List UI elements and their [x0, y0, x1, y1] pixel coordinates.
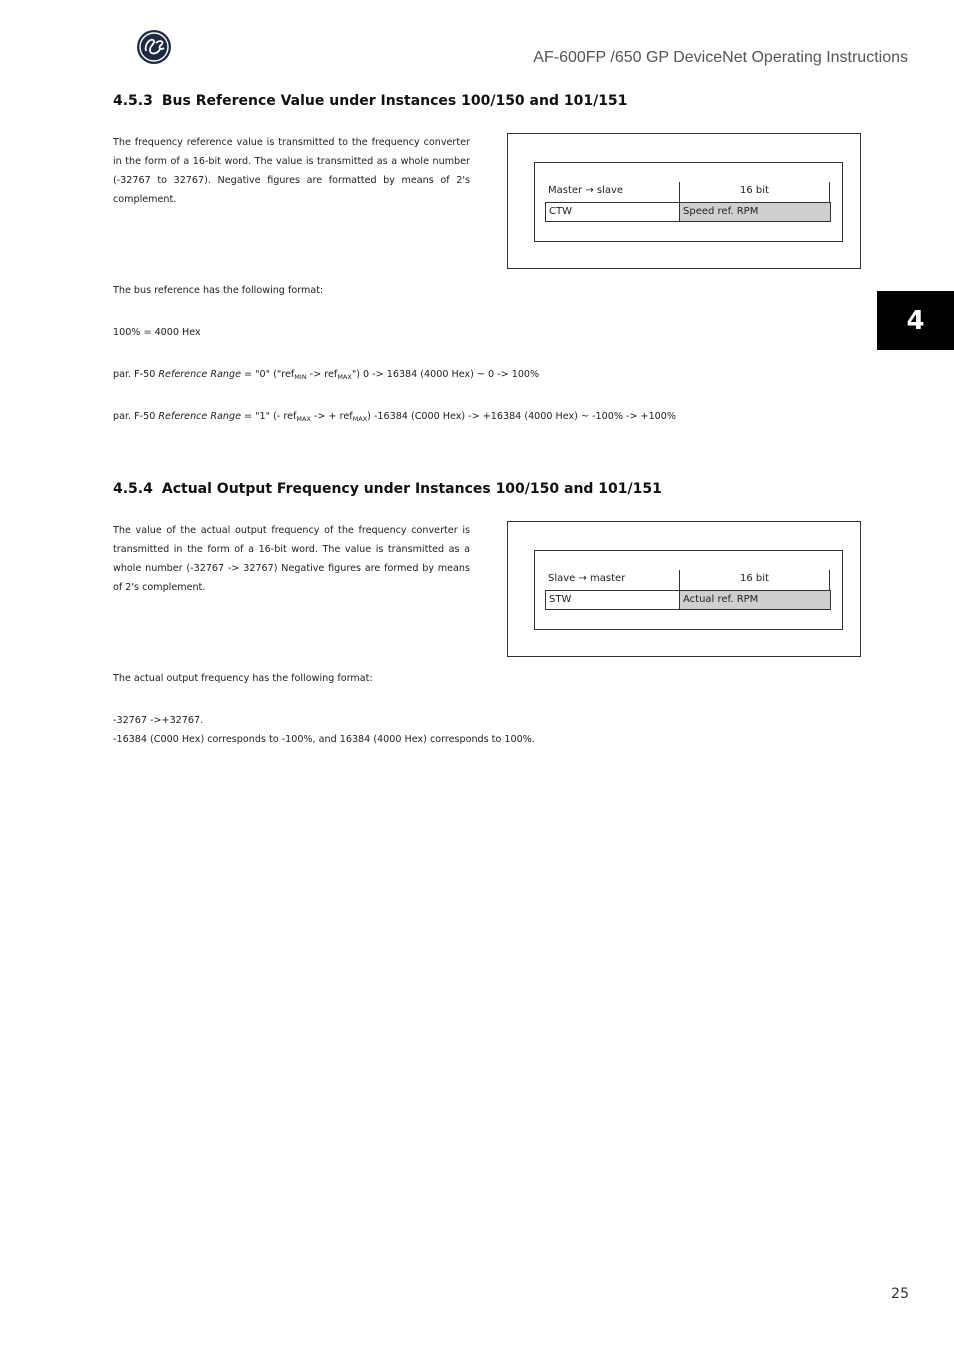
reference-range-line-0 [113, 369, 539, 381]
section-454-number: 4.5.4 [113, 481, 153, 497]
par-prefix: par. F-50 [113, 411, 159, 422]
section-454-paragraph: The value of the actual output frequency of the frequency converter is transmitted in the form of a 16-bit word. The value is transmitted as a whole number (-32767 -> 32767) Negative figures are formed by means of 2's complement. [113, 525, 470, 593]
table-header-direction: Master → slave [548, 185, 624, 196]
par-eq: = "1" (- ref [241, 411, 297, 422]
table-row [545, 202, 831, 222]
output-frequency-correspondence: -16384 (C000 Hex) corresponds to -100%, and 16384 (4000 Hex) corresponds to 100%. [113, 734, 535, 745]
section-453-figure [507, 133, 861, 269]
bus-reference-format: 100% = 4000 Hex [113, 327, 201, 338]
section-453-heading [113, 93, 627, 109]
section-453-number: 4.5.3 [113, 93, 153, 109]
table-header-direction: Slave → master [548, 573, 626, 584]
param-name: Reference Range [158, 369, 241, 380]
chapter-tab: 4 [877, 291, 954, 350]
par-suffix: ) -16384 (C000 Hex) -> +16384 (4000 Hex) ~ -100% -> +100% [367, 411, 676, 422]
table-cell-speed-ref: Speed ref. RPM [680, 203, 830, 221]
par-sub-max: MAX [337, 373, 352, 381]
table-cell-actual-ref: Actual ref. RPM [680, 591, 830, 609]
reference-range-line-1 [113, 411, 676, 423]
section-453-table [534, 162, 843, 242]
section-454-table [534, 550, 843, 630]
output-frequency-range: -32767 ->+32767. [113, 715, 204, 726]
document-title: AF-600FP /650 GP DeviceNet Operating Instructions [533, 49, 908, 66]
par-sub-max: MAX [352, 415, 368, 423]
section-453-title: Bus Reference Value under Instances 100/150 and 101/151 [161, 93, 628, 109]
par-suffix: ") 0 -> 16384 (4000 Hex) ~ 0 -> 100% [351, 369, 540, 380]
section-454-heading [113, 481, 662, 497]
section-453-paragraph: The frequency reference value is transmitted to the frequency converter in the form of a 16-bit word. The value is transmitted as a whole number (-32767 to 32767). Negative figures are formatted by means of 2's complement. [113, 137, 470, 205]
table-cell-stw: STW [546, 591, 680, 609]
par-prefix: par. F-50 [113, 369, 159, 380]
par-mid: -> ref [306, 369, 338, 380]
table-header-size: 16 bit [679, 570, 830, 590]
par-sub-max: MAX [296, 415, 311, 423]
table-header-size: 16 bit [679, 182, 830, 202]
par-mid: -> + ref [310, 411, 353, 422]
ge-logo [136, 29, 172, 65]
table-row [545, 590, 831, 610]
table-cell-ctw: CTW [546, 203, 680, 221]
par-eq: = "0" ("ref [241, 369, 295, 380]
output-frequency-format-intro: The actual output frequency has the following format: [113, 673, 373, 684]
section-454-title: Actual Output Frequency under Instances 100/150 and 101/151 [161, 481, 662, 497]
param-name: Reference Range [158, 411, 241, 422]
par-sub-min: MIN [294, 373, 307, 381]
page-number: 25 [891, 1286, 909, 1302]
bus-reference-format-intro: The bus reference has the following format: [113, 285, 324, 296]
section-454-figure [507, 521, 861, 657]
